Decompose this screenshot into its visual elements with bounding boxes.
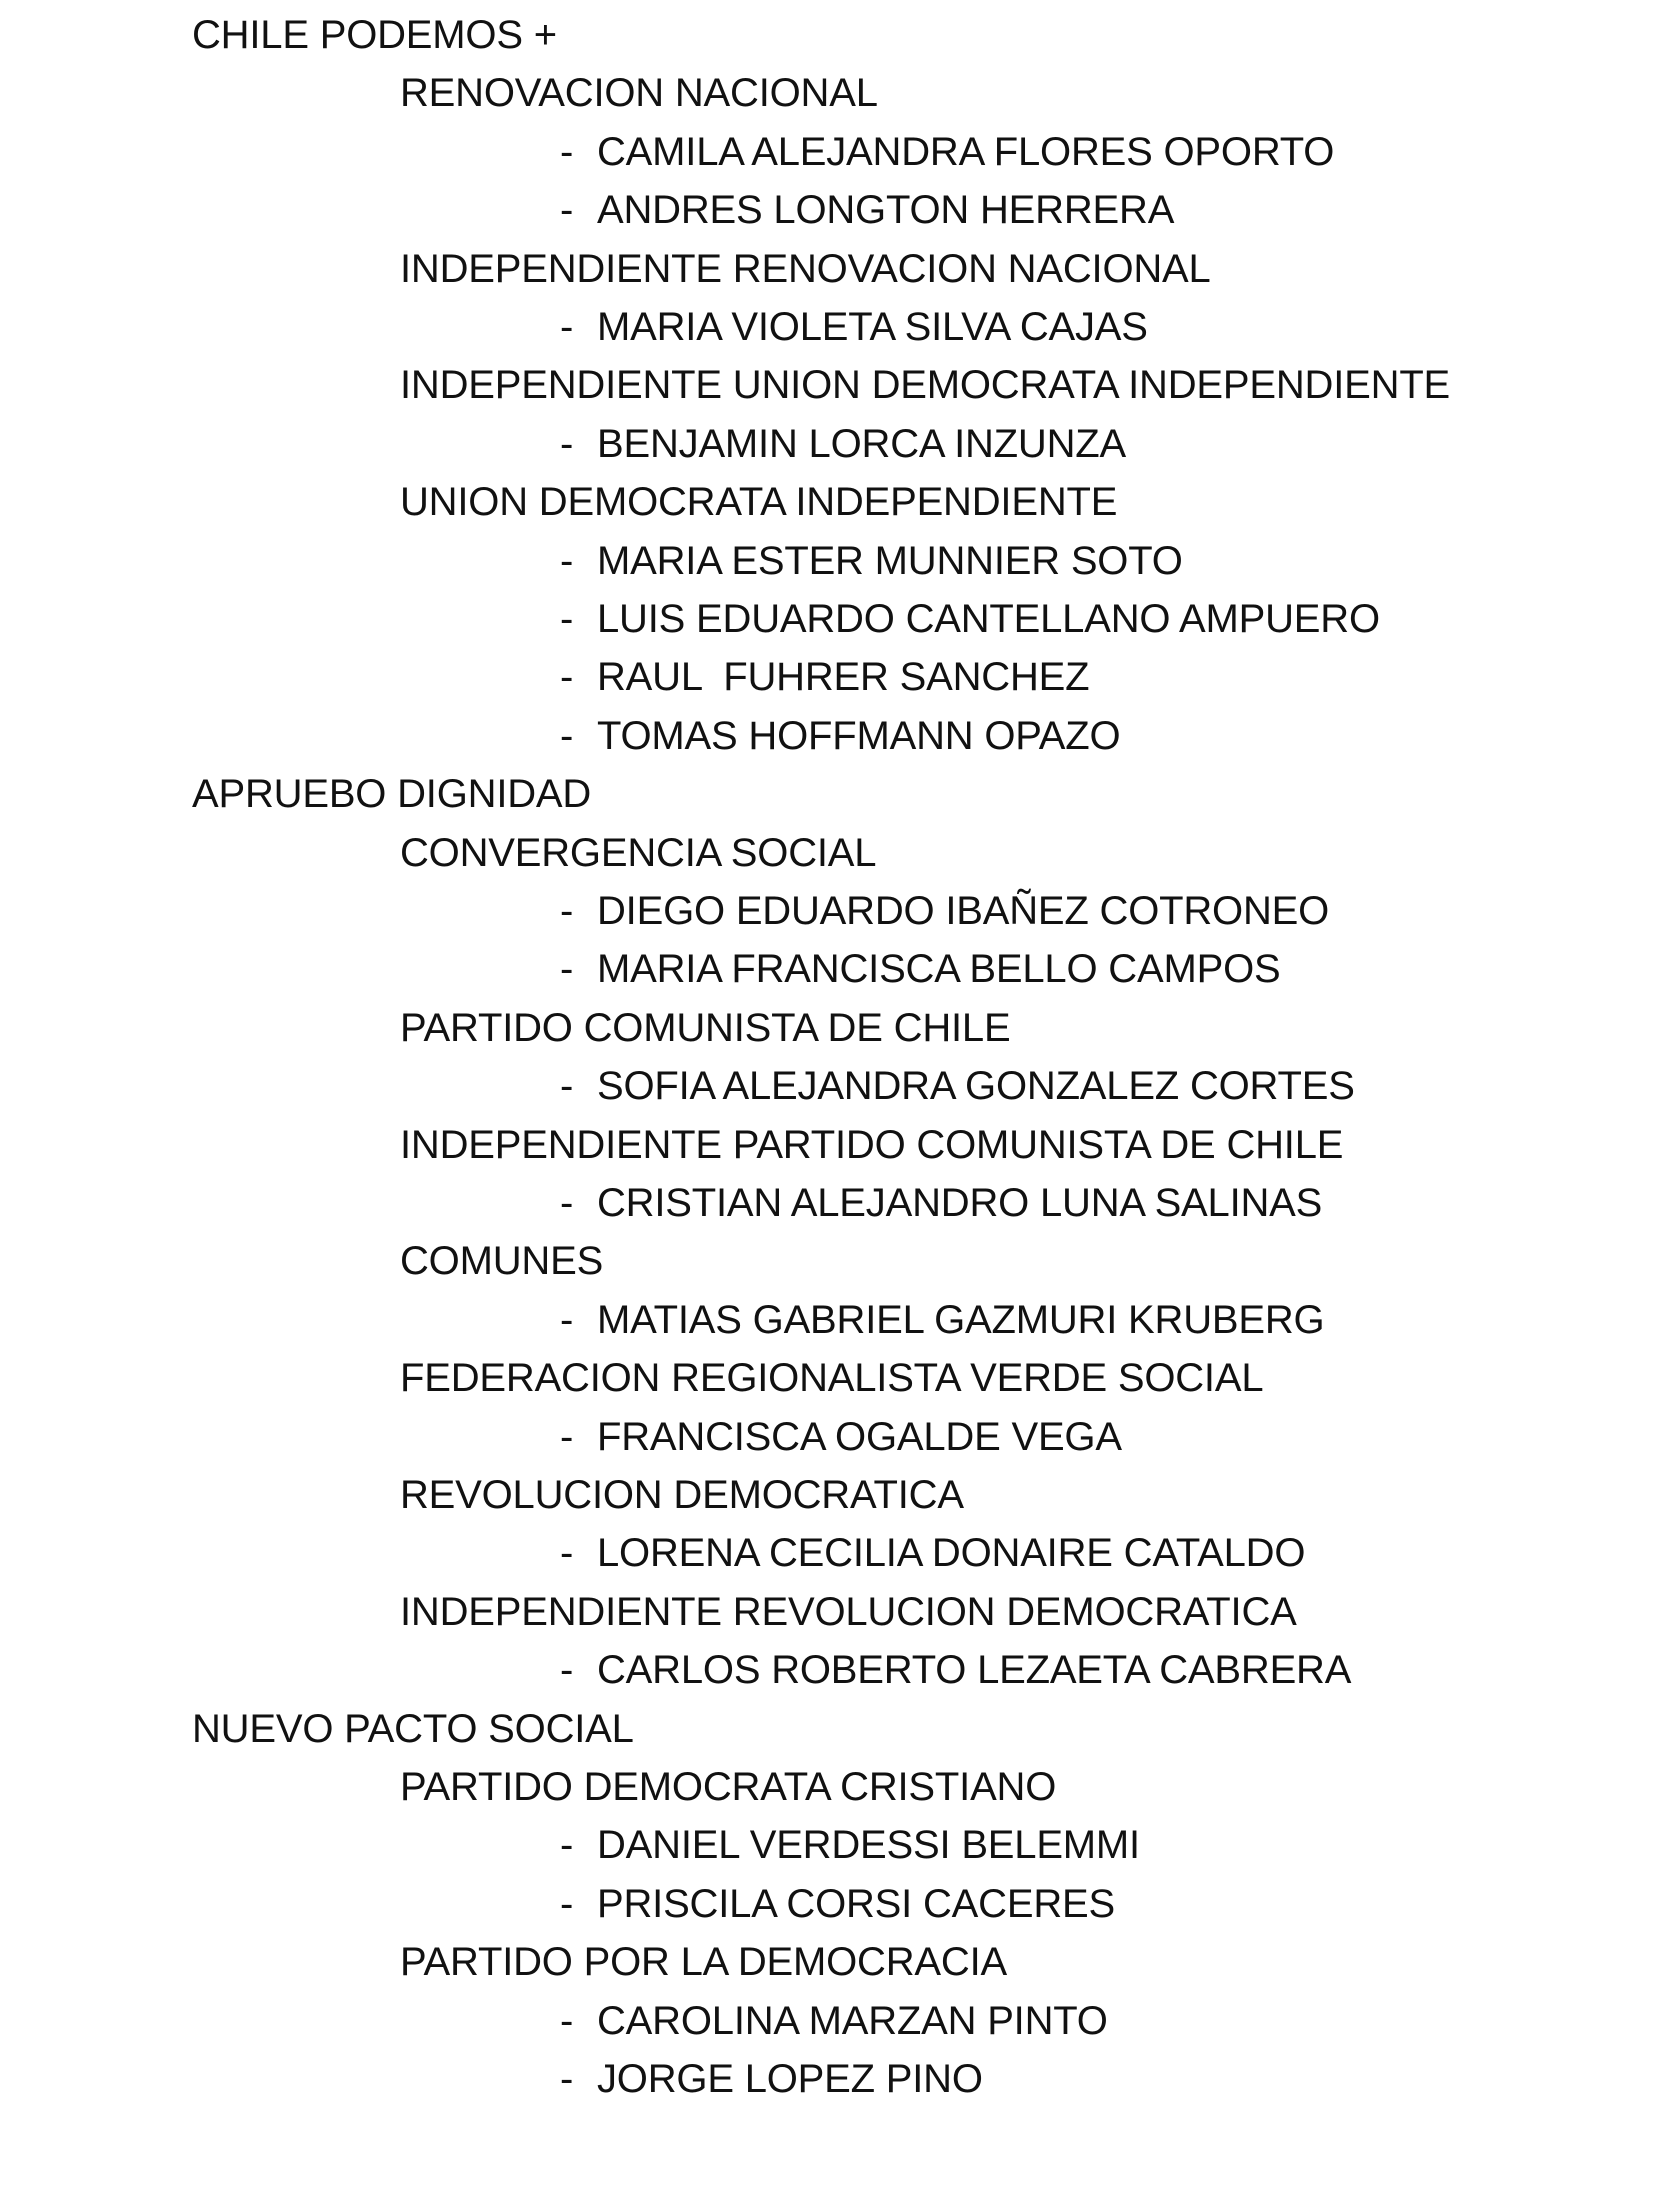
list-bullet: - <box>560 1297 574 1342</box>
party-heading: RENOVACION NACIONAL <box>400 71 878 116</box>
party-heading: INDEPENDIENTE RENOVACION NACIONAL <box>400 246 1211 291</box>
candidate-name: RAUL FUHRER SANCHEZ <box>597 655 1090 700</box>
party-heading: PARTIDO DEMOCRATA CRISTIANO <box>400 1765 1057 1809</box>
candidate-name: TOMAS HOFFMANN OPAZO <box>597 713 1121 758</box>
list-bullet: - <box>560 305 574 349</box>
candidate-item <box>0 181 1174 239</box>
party-heading: FEDERACION REGIONALISTA VERDE SOCIAL <box>400 1356 1264 1401</box>
candidate-name: LORENA CECILIA DONAIRE CATALDO <box>597 1531 1306 1576</box>
candidate-name: DANIEL VERDESSI BELEMMI <box>597 1823 1140 1868</box>
candidate-item <box>0 590 1380 648</box>
party-heading: INDEPENDIENTE REVOLUCION DEMOCRATICA <box>400 1589 1297 1634</box>
party-heading: PARTIDO COMUNISTA DE CHILE <box>400 1005 1011 1050</box>
candidate-name: ANDRES LONGTON HERRERA <box>597 188 1175 233</box>
list-bullet: - <box>560 1998 574 2043</box>
candidate-item <box>0 532 1183 590</box>
candidate-name: MATIAS GABRIEL GAZMURI KRUBERG <box>597 1297 1325 1342</box>
coalition-heading: CHILE PODEMOS + <box>192 13 557 57</box>
candidate-item <box>0 123 1334 181</box>
party-heading: INDEPENDIENTE PARTIDO COMUNISTA DE CHILE <box>400 1122 1344 1167</box>
list-bullet: - <box>560 1823 574 1868</box>
candidate-name: CRISTIAN ALEJANDRO LUNA SALINAS <box>597 1181 1323 1225</box>
candidate-name: BENJAMIN LORCA INZUNZA <box>597 421 1126 466</box>
list-bullet: - <box>560 538 574 583</box>
candidate-name: JORGE LOPEZ PINO <box>597 2057 983 2101</box>
list-bullet: - <box>560 1648 574 1693</box>
party-heading: CONVERGENCIA SOCIAL <box>400 830 877 875</box>
candidate-item <box>0 648 1089 706</box>
candidate-name: PRISCILA CORSI CACERES <box>597 1881 1115 1926</box>
candidate-name: CAMILA ALEJANDRA FLORES OPORTO <box>597 129 1335 174</box>
candidate-name: FRANCISCA OGALDE VEGA <box>597 1414 1122 1459</box>
candidate-item <box>0 1524 1305 1582</box>
candidate-name: SOFIA ALEJANDRA GONZALEZ CORTES <box>597 1064 1355 1109</box>
candidate-item <box>0 1816 1140 1874</box>
list-bullet: - <box>560 1881 574 1926</box>
candidate-name: MARIA VIOLETA SILVA CAJAS <box>597 305 1148 349</box>
candidate-item <box>0 1174 1322 1232</box>
candidate-item <box>0 1992 1108 2050</box>
candidate-item <box>0 940 1280 998</box>
candidate-item <box>0 1408 1122 1466</box>
candidate-name: MARIA ESTER MUNNIER SOTO <box>597 538 1183 583</box>
candidate-item <box>0 298 1148 356</box>
party-heading: REVOLUCION DEMOCRATICA <box>400 1473 964 1517</box>
candidate-item <box>0 882 1329 940</box>
list-bullet: - <box>560 1531 574 1576</box>
list-bullet: - <box>560 1181 574 1225</box>
candidate-item <box>0 1057 1355 1115</box>
candidate-item <box>0 1875 1115 1933</box>
candidate-name: MARIA FRANCISCA BELLO CAMPOS <box>597 947 1281 992</box>
list-bullet: - <box>560 129 574 174</box>
list-bullet: - <box>560 713 574 758</box>
list-bullet: - <box>560 597 574 641</box>
list-bullet: - <box>560 655 574 700</box>
candidate-name: DIEGO EDUARDO IBAÑEZ COTRONEO <box>597 889 1330 933</box>
party-heading: INDEPENDIENTE UNION DEMOCRATA INDEPENDIENTE <box>400 363 1451 408</box>
list-bullet: - <box>560 889 574 933</box>
party-heading: PARTIDO POR LA DEMOCRACIA <box>400 1940 1007 1985</box>
list-bullet: - <box>560 421 574 466</box>
candidate-item <box>0 1291 1324 1349</box>
candidate-name: CARLOS ROBERTO LEZAETA CABRERA <box>597 1648 1352 1693</box>
list-bullet: - <box>560 1064 574 1109</box>
candidate-name: CAROLINA MARZAN PINTO <box>597 1998 1108 2043</box>
list-bullet: - <box>560 188 574 233</box>
coalition-heading: APRUEBO DIGNIDAD <box>192 772 592 817</box>
list-bullet: - <box>560 1414 574 1459</box>
party-heading: UNION DEMOCRATA INDEPENDIENTE <box>400 480 1118 525</box>
candidate-name: LUIS EDUARDO CANTELLANO AMPUERO <box>597 597 1380 641</box>
coalition-heading: NUEVO PACTO SOCIAL <box>192 1706 634 1751</box>
candidate-item <box>0 2050 983 2108</box>
candidate-item <box>0 1641 1351 1699</box>
candidate-item <box>0 707 1120 765</box>
list-bullet: - <box>560 947 574 992</box>
candidate-item <box>0 415 1126 473</box>
list-bullet: - <box>560 2057 574 2101</box>
party-heading: COMUNES <box>400 1239 604 1284</box>
